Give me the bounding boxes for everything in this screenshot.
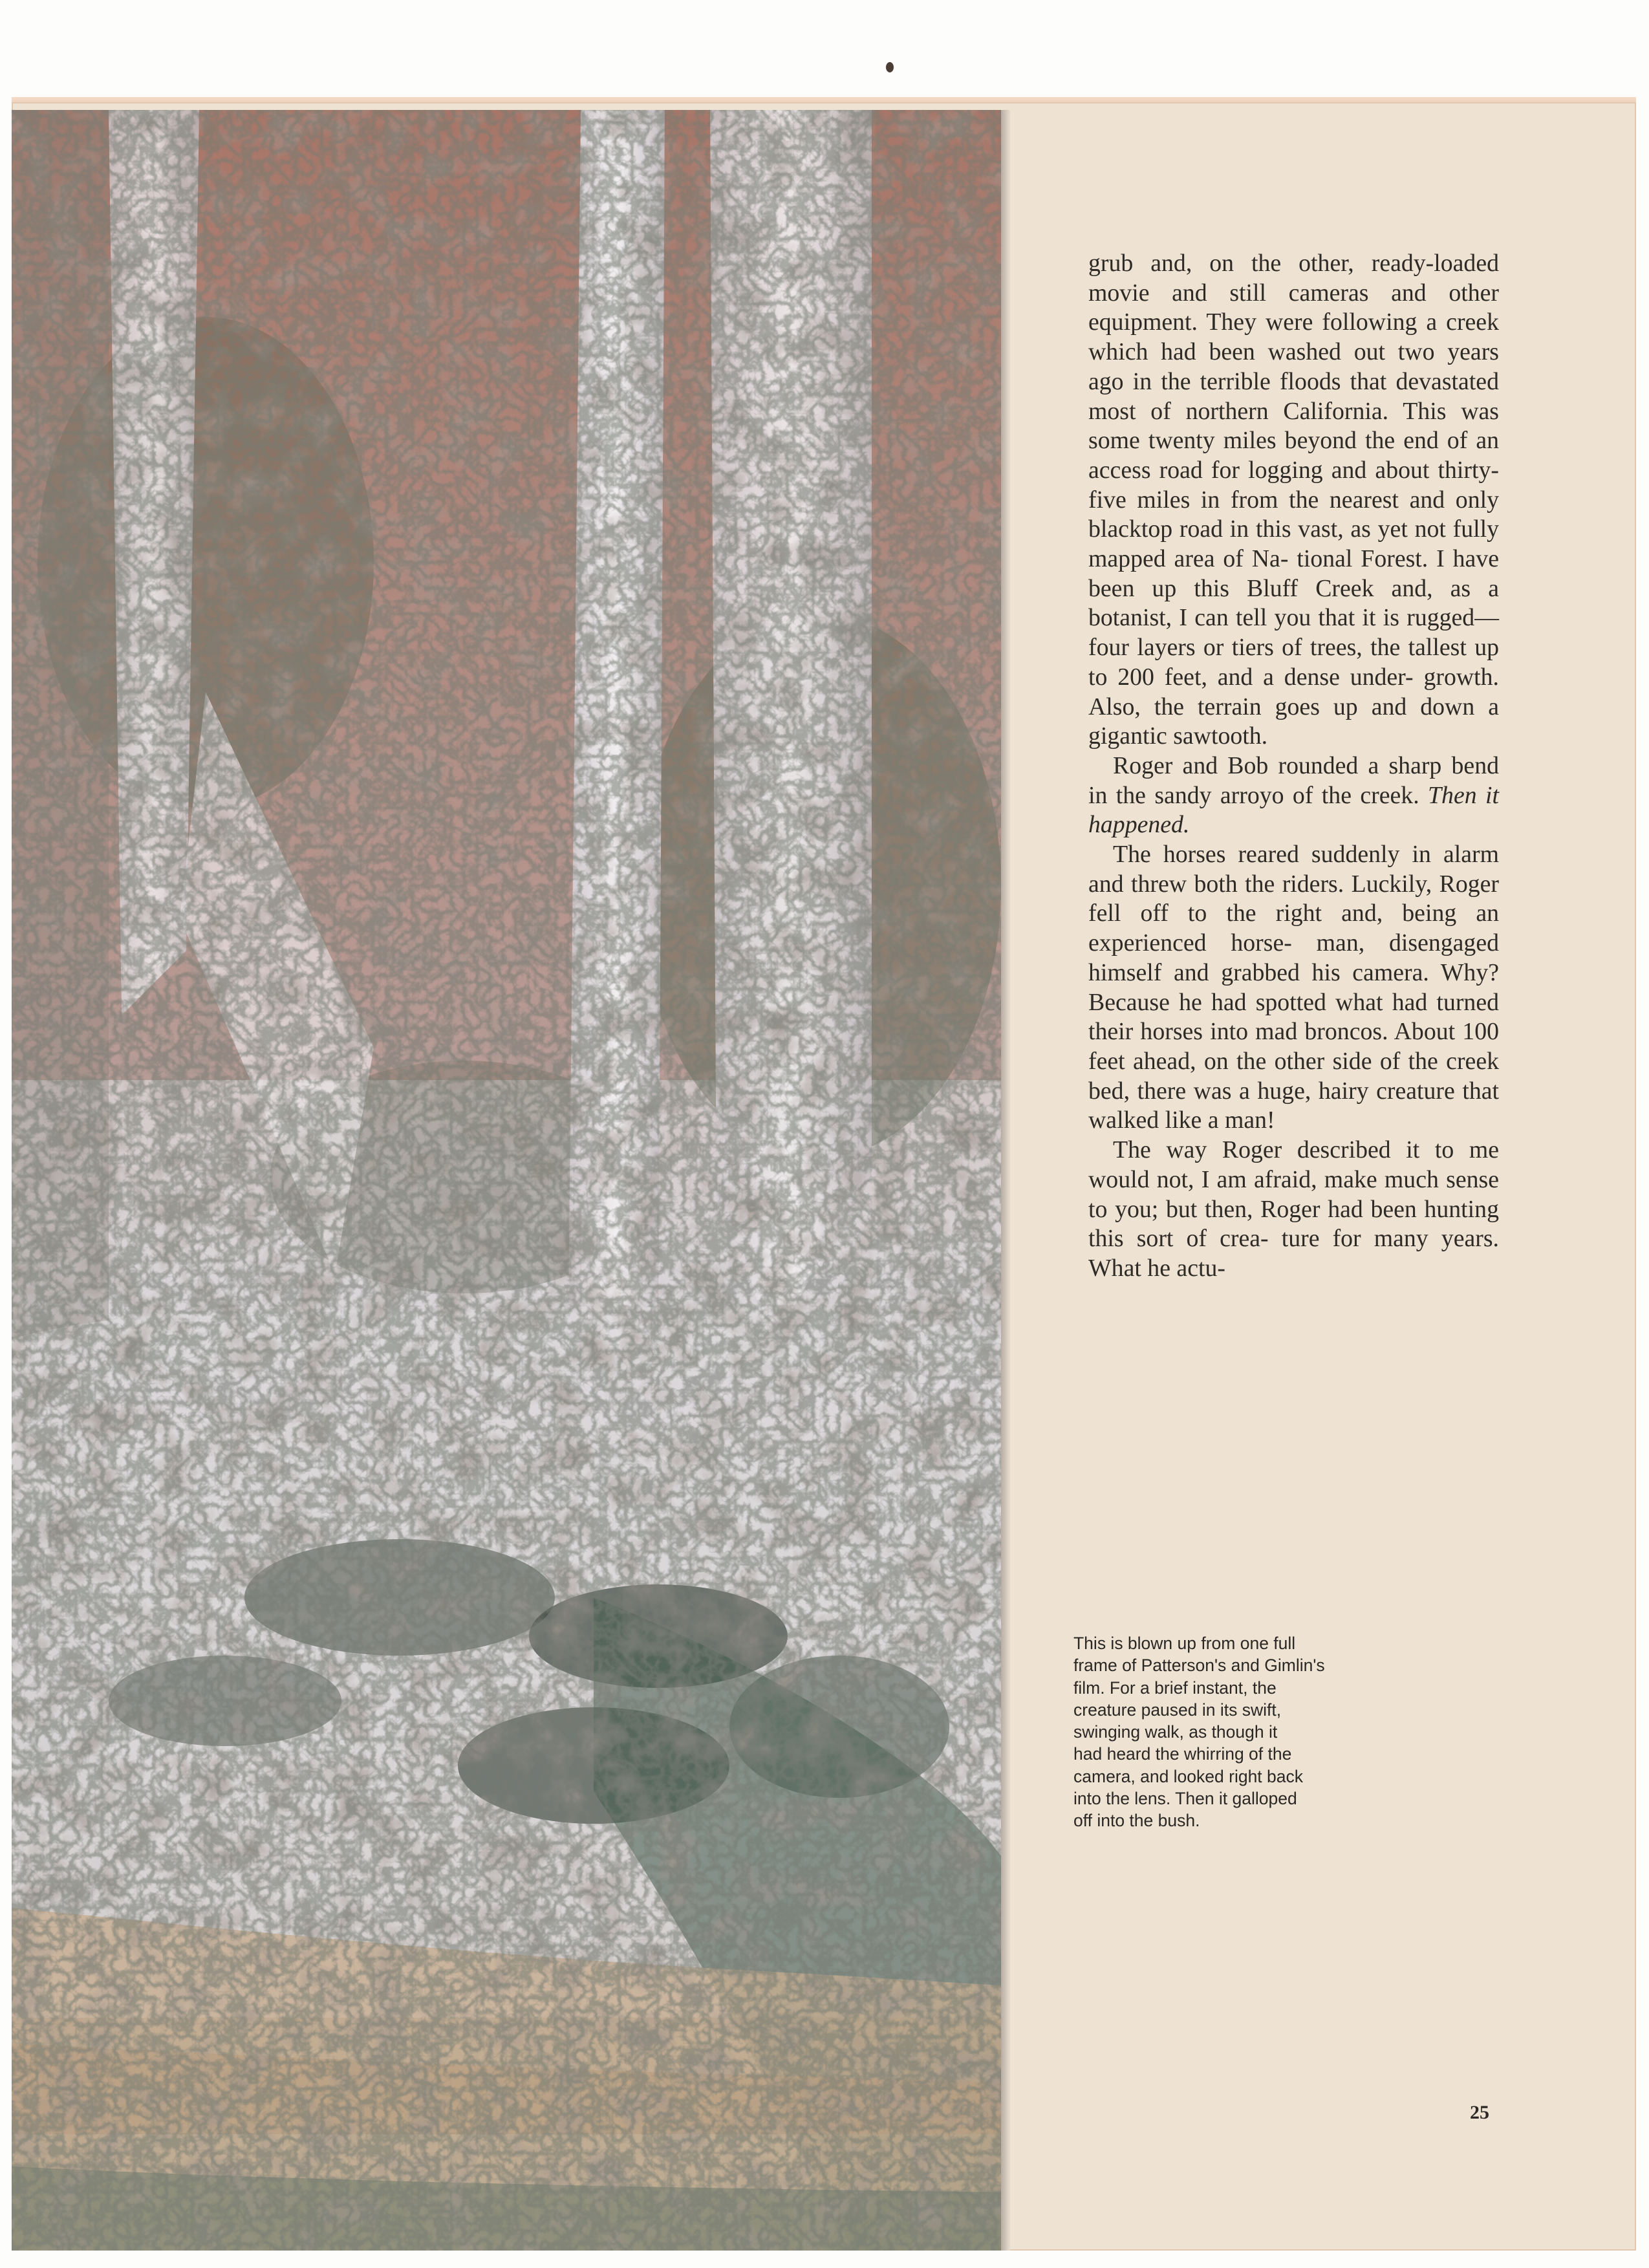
article-column: [1088, 249, 1499, 1284]
article-line: yet not fully mapped area of Na-: [1088, 515, 1499, 573]
page-gutter: [1001, 110, 1010, 2251]
caption-line: camera, and looked right back: [1073, 1766, 1304, 1786]
article-line: ture for many years. What he actu-: [1088, 1225, 1500, 1282]
article-line: their horses into mad broncos.: [1088, 1018, 1388, 1046]
article-line: five miles in from the nearest and: [1088, 486, 1445, 513]
photo-illustration: [12, 110, 1001, 2251]
article-line: growth. Also, the terrain goes up: [1088, 663, 1499, 720]
article-line: About 100 feet ahead, on the other: [1088, 1018, 1499, 1075]
article-line: The way Roger described it to: [1113, 1136, 1454, 1164]
article-line: two years ago in the terrible floods: [1088, 338, 1499, 395]
article-line: The horses reared suddenly in: [1113, 841, 1431, 869]
article-line: creek which had been washed out: [1088, 308, 1499, 366]
article-line: like a man!: [1165, 1107, 1275, 1134]
photo-caption: [1073, 1632, 1397, 1832]
article-line: equipment. They were following a: [1088, 308, 1438, 336]
article-line: alarm and threw both the riders.: [1088, 841, 1500, 898]
article-line: road for logging and about thirty-: [1159, 456, 1499, 484]
article-line: layers or tiers of trees, the tallest: [1137, 634, 1467, 662]
caption-line: This is blown up from one full: [1073, 1634, 1296, 1653]
article-line: California. This was some twenty: [1088, 397, 1499, 455]
article-line: that devastated most of northern: [1088, 367, 1499, 425]
article-line: movie and still cameras and other: [1088, 279, 1499, 307]
article-paragraph: [1088, 1136, 1499, 1284]
caption-line: frame of Patterson's and Gimlin's: [1073, 1656, 1325, 1676]
article-line: bend in the sandy arroyo of the: [1088, 751, 1500, 809]
article-line: Roger and Bob rounded a sharp: [1113, 751, 1442, 779]
caption-line: into the lens. Then it galloped: [1073, 1789, 1297, 1809]
article-line: grub and, on the other, ready-loaded: [1088, 250, 1499, 277]
article-line: creek.: [1360, 781, 1419, 809]
article-line: tional Forest. I have been up this: [1088, 545, 1499, 602]
scan-speck: [886, 62, 894, 72]
article-line: much sense to you; but then, Roger: [1088, 1165, 1499, 1223]
article-line: huge, hairy creature that walked: [1088, 1077, 1499, 1134]
caption-line: had heard the whirring of the: [1073, 1744, 1292, 1764]
article-line: can tell you that it is rugged—four: [1088, 604, 1500, 662]
article-paragraph: [1088, 751, 1499, 840]
article-emphasis: Then it happened.: [1088, 781, 1500, 839]
caption-line: off into the bush.: [1073, 1811, 1200, 1831]
article-line: Bluff Creek and, as a botanist, I: [1088, 574, 1500, 632]
page-number: 25: [1470, 2102, 1489, 2123]
article-line: grabbed his camera. Why? Because: [1088, 958, 1500, 1016]
article-line: me would not, I am afraid, make: [1088, 1136, 1500, 1193]
article-line: he had spotted what had turned: [1179, 988, 1499, 1016]
caption-line: film. For a brief instant, the: [1073, 1678, 1277, 1698]
article-line: man, disengaged himself and: [1088, 929, 1499, 986]
article-paragraph: [1088, 249, 1499, 751]
article-line: and, being an experienced horse-: [1088, 900, 1499, 957]
caption-line: creature paused in its swift,: [1073, 1700, 1282, 1720]
article-line: Luckily, Roger fell off to the right: [1088, 870, 1499, 927]
article-line: up to 200 feet, and a dense under-: [1088, 634, 1500, 691]
article-line: and down a gigantic sawtooth.: [1088, 693, 1500, 750]
film-frame-photo: [12, 110, 1001, 2251]
caption-line: swinging walk, as though it: [1073, 1722, 1278, 1742]
article-line: had been hunting this sort of crea-: [1088, 1195, 1499, 1253]
article-paragraph: [1088, 840, 1499, 1136]
article-line: miles beyond the end of an access: [1088, 427, 1500, 484]
article-line: side of the creek bed, there was a: [1088, 1047, 1499, 1105]
article-line: only blacktop road in this vast, as: [1088, 486, 1499, 543]
